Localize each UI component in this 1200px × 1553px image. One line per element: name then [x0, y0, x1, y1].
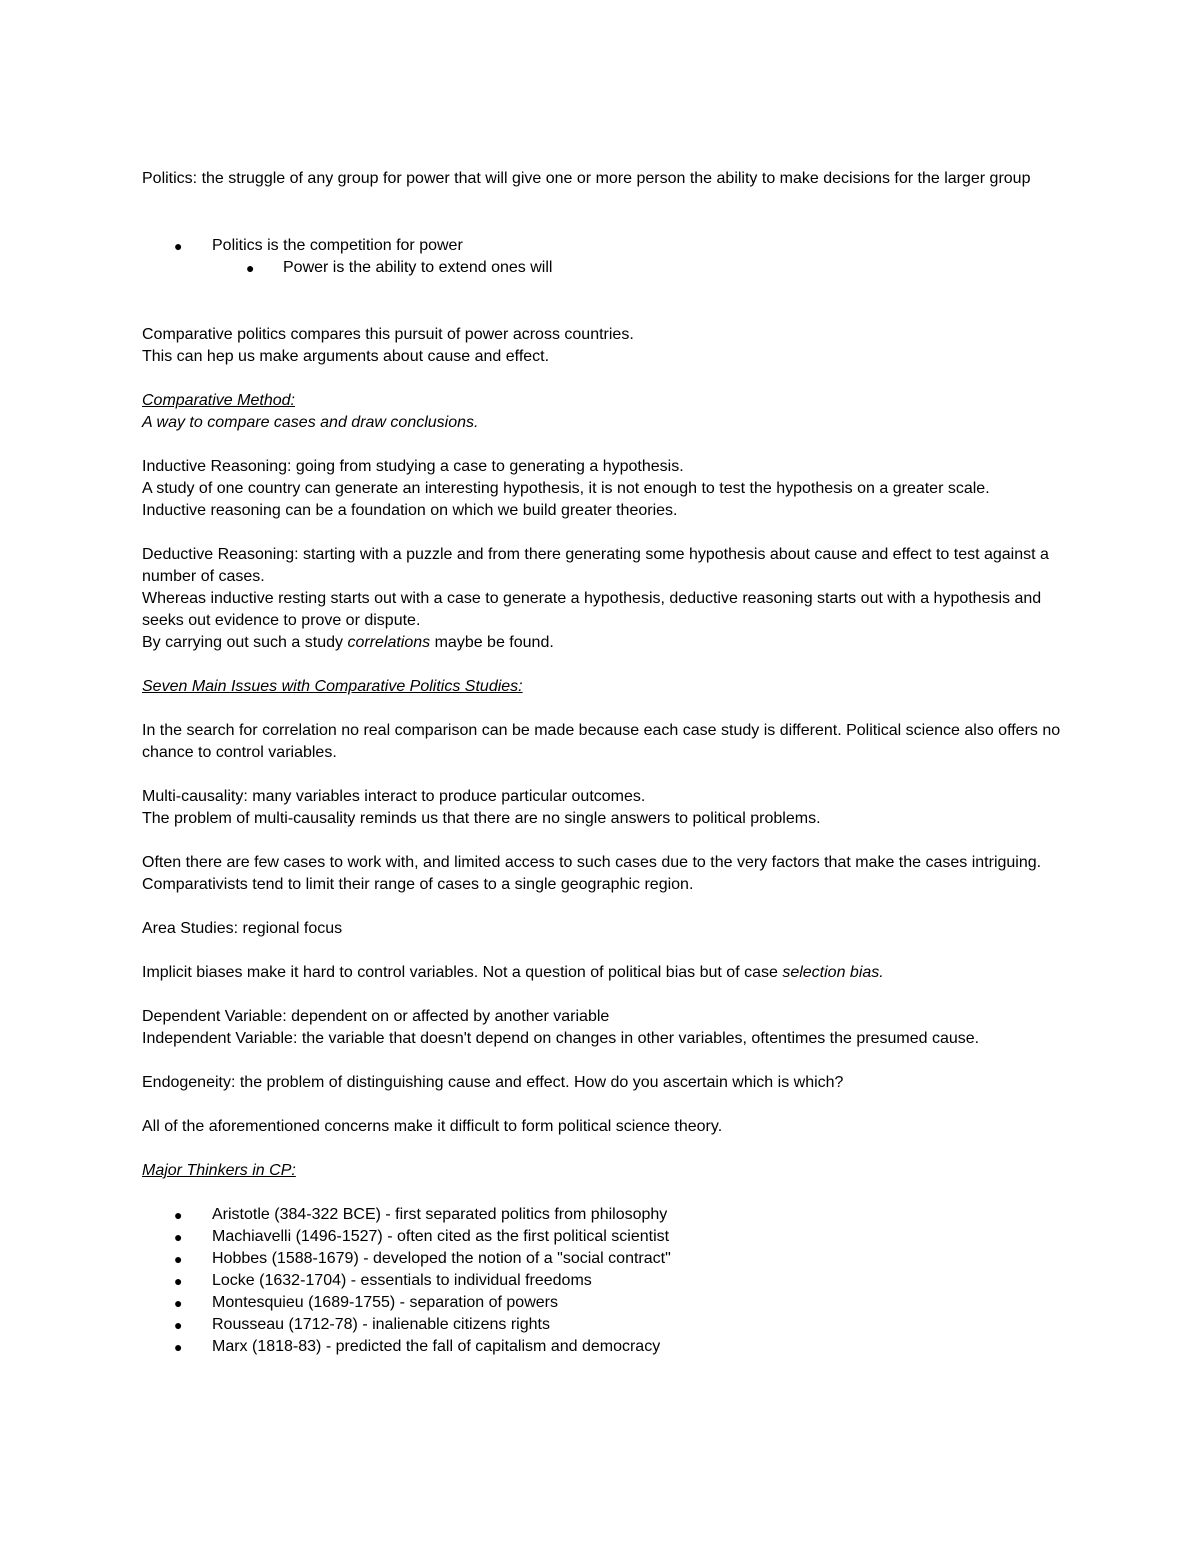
- list-item-text: Locke (1632-1704) - essentials to individual freedoms: [212, 1272, 592, 1289]
- list-item: [142, 235, 1062, 257]
- list-item: [142, 1336, 1062, 1358]
- list-item: [142, 1248, 1062, 1270]
- deductive-line-3-pre: By carrying out such a study: [142, 634, 348, 651]
- politics-definition: Politics: the struggle of any group for power that will give one or more person the ability to make decisions for the larger group: [142, 170, 1031, 187]
- inductive-line-1: Inductive Reasoning: going from studying a case to generating a hypothesis.: [142, 458, 684, 475]
- list-item-text: Machiavelli (1496-1527) - often cited as the first political scientist: [212, 1228, 670, 1245]
- bullet-icon: ●: [174, 1295, 183, 1311]
- deductive-line-1: Deductive Reasoning: starting with a puzzle and from there generating some hypothesis about cause and effect to test against a number of cases.: [142, 546, 1049, 585]
- deductive-line-2: Whereas inductive resting starts out with a case to generate a hypothesis, deductive reasoning starts out with a hypothesis and seeks out evidence to prove or dispute.: [142, 590, 1042, 629]
- deductive-line-3-post: maybe be found.: [430, 634, 554, 651]
- list-item: [142, 1270, 1062, 1292]
- issue-paragraph: Often there are few cases to work with, and limited access to such cases due to the very factors that make the cases intriguing.: [142, 854, 1042, 871]
- comparative-method-heading: Comparative Method:: [142, 392, 295, 409]
- selection-bias-emphasis: selection bias.: [782, 964, 884, 981]
- bullet-icon: ●: [174, 1207, 183, 1223]
- bullet-icon: ●: [174, 1273, 183, 1289]
- bullet-icon: ●: [246, 260, 255, 276]
- list-item: [142, 1204, 1062, 1226]
- inductive-line-2: A study of one country can generate an interesting hypothesis, it is not enough to test the hypothesis on a greater scale.: [142, 480, 990, 497]
- issue-paragraph: All of the aforementioned concerns make it difficult to form political science theory.: [142, 1118, 723, 1135]
- issue-paragraph: In the search for correlation no real comparison can be made because each case study is different. Political science also offers no chance to control variables.: [142, 722, 1061, 761]
- issue-paragraph: Multi-causality: many variables interact to produce particular outcomes.: [142, 788, 646, 805]
- list-item: [142, 1226, 1062, 1248]
- bullet-icon: ●: [174, 238, 183, 254]
- list-item-text: Politics is the competition for power: [212, 237, 463, 254]
- list-item-text: Montesquieu (1689-1755) - separation of powers: [212, 1294, 558, 1311]
- issue-paragraph: Comparativists tend to limit their range of cases to a single geographic region.: [142, 876, 694, 893]
- issue-paragraph: Independent Variable: the variable that doesn't depend on changes in other variables, oftentimes the presumed cause.: [142, 1030, 980, 1047]
- bullet-icon: ●: [174, 1317, 183, 1333]
- document-page: [142, 168, 1062, 1358]
- bullet-icon: ●: [174, 1339, 183, 1355]
- issue-paragraph: Endogeneity: the problem of distinguishing cause and effect. How do you ascertain which is which?: [142, 1074, 844, 1091]
- thinkers-list: [142, 1204, 1062, 1358]
- list-item: [142, 1314, 1062, 1336]
- list-item-text: Power is the ability to extend ones will: [283, 259, 553, 276]
- selection-bias-pre: Implicit biases make it hard to control variables. Not a question of political bias but of case: [142, 964, 783, 981]
- issue-paragraph: Dependent Variable: dependent on or affected by another variable: [142, 1008, 610, 1025]
- comparative-method-subtitle: A way to compare cases and draw conclusions.: [142, 414, 479, 431]
- issue-paragraph: [142, 962, 1062, 984]
- comparative-line-1: Comparative politics compares this pursuit of power across countries.: [142, 326, 634, 343]
- list-item: [142, 257, 1062, 279]
- list-item-text: Marx (1818-83) - predicted the fall of capitalism and democracy: [212, 1338, 661, 1355]
- comparative-line-2: This can hep us make arguments about cause and effect.: [142, 348, 550, 365]
- list-item: [142, 1292, 1062, 1314]
- bullet-icon: ●: [174, 1229, 183, 1245]
- issue-paragraph: Area Studies: regional focus: [142, 920, 343, 937]
- intro-bullet-list: [142, 235, 1062, 279]
- issue-paragraph: The problem of multi-causality reminds us that there are no single answers to political problems.: [142, 810, 821, 827]
- correlations-emphasis: correlations: [347, 634, 431, 651]
- list-item-text: Rousseau (1712-78) - inalienable citizens rights: [212, 1316, 550, 1333]
- thinkers-heading: Major Thinkers in CP:: [142, 1162, 296, 1179]
- list-item-text: Hobbes (1588-1679) - developed the notion of a "social contract": [212, 1250, 671, 1267]
- issues-heading: Seven Main Issues with Comparative Politics Studies:: [142, 678, 523, 695]
- deductive-line-3: [142, 632, 1062, 654]
- bullet-icon: ●: [174, 1251, 183, 1267]
- list-item-text: Aristotle (384-322 BCE) - first separated politics from philosophy: [212, 1206, 668, 1223]
- inductive-line-3: Inductive reasoning can be a foundation on which we build greater theories.: [142, 502, 678, 519]
